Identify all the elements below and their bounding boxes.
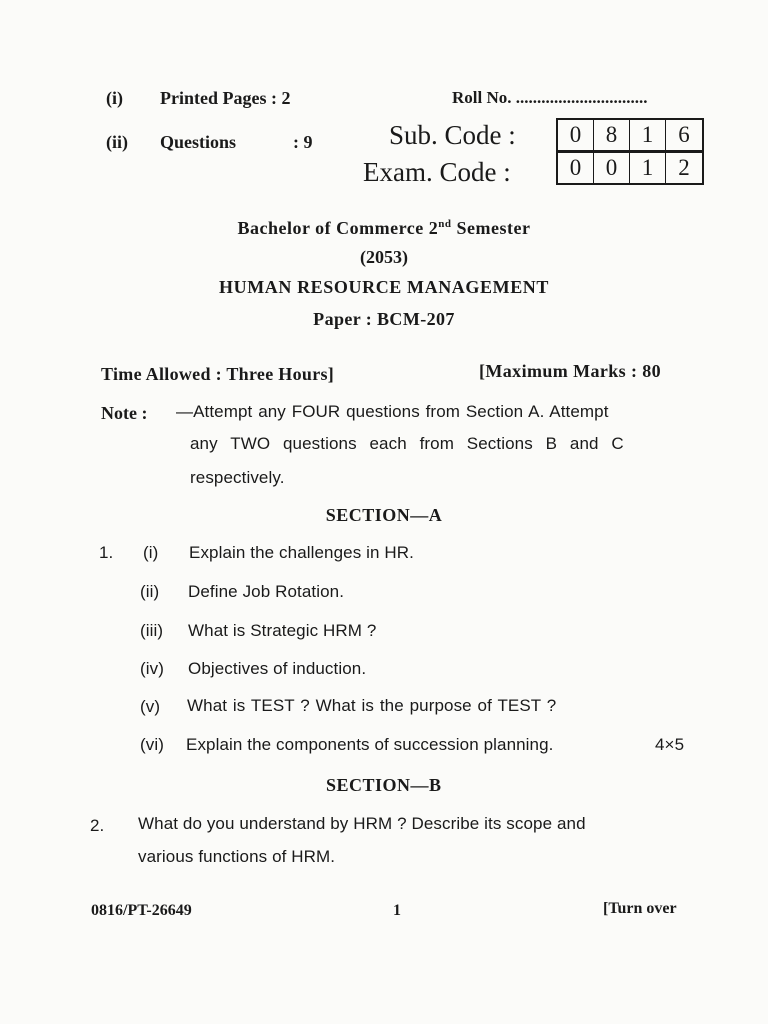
exam-code-label: Exam. Code :: [363, 157, 511, 187]
question-2-number: 2.: [90, 816, 105, 835]
exam-code-boxes: [556, 151, 704, 185]
questions-label: Questions: [160, 132, 237, 152]
question-1-marks: 4×5: [655, 735, 685, 754]
course-title: [0, 218, 768, 239]
question-1-item-number: (i): [143, 543, 159, 562]
course-title-suffix: nd: [438, 218, 452, 230]
paper-code: Paper : BCM-207: [313, 309, 455, 329]
exam-code-digit: 0: [594, 153, 630, 183]
sub-code-digit: 1: [630, 120, 666, 150]
questions-value: : 9: [293, 132, 313, 152]
question-2-line-2: various functions of HRM.: [138, 847, 336, 866]
question-2-line-1: What do you understand by HRM ? Describe its scope and: [138, 814, 586, 833]
sub-code-label: Sub. Code :: [389, 120, 516, 150]
exam-code-digit: 1: [630, 153, 666, 183]
subject-title: HUMAN RESOURCE MANAGEMENT: [219, 277, 549, 297]
maximum-marks: [Maximum Marks : 80: [479, 361, 662, 381]
printed-pages-number: (i): [106, 88, 123, 108]
note-line-3: respectively.: [190, 468, 285, 487]
question-1-item-text: Explain the components of succession planning.: [186, 735, 554, 754]
exam-code-digit: 0: [558, 153, 594, 183]
note-line-1: —Attempt any FOUR questions from Section A. Attempt: [176, 402, 609, 421]
roll-number-field: Roll No. ...............................: [452, 88, 648, 107]
course-title-main: Bachelor of Commerce 2: [237, 218, 439, 238]
exam-year: (2053): [360, 247, 408, 267]
question-1-item-number: (iv): [140, 659, 164, 678]
sub-code-boxes: [556, 118, 704, 152]
exam-code-digit: 2: [678, 155, 690, 180]
question-1-item-text: Define Job Rotation.: [188, 582, 345, 601]
question-1-item-text: Explain the challenges in HR.: [189, 543, 414, 562]
question-1-item-number: (ii): [140, 582, 160, 601]
printed-pages-label: Printed Pages : 2: [160, 88, 291, 108]
questions-number: (ii): [106, 132, 128, 152]
question-1-item-text: What is TEST ? What is the purpose of TEST ?: [187, 696, 557, 715]
sub-code-digit: 8: [594, 120, 630, 150]
question-1-item-text: What is Strategic HRM ?: [188, 621, 377, 640]
note-label: Note :: [101, 403, 148, 423]
section-b-heading: SECTION—B: [326, 775, 442, 795]
question-1-number: 1.: [99, 543, 114, 562]
question-1-item-number: (iii): [140, 621, 164, 640]
time-allowed: Time Allowed : Three Hours]: [101, 364, 335, 384]
question-1-item-number: (v): [140, 697, 161, 716]
paper-reference-code: 0816/PT-26649: [91, 902, 192, 919]
section-a-heading: SECTION—A: [325, 505, 443, 525]
note-line-2: any TWO questions each from Sections B and C: [190, 434, 624, 453]
page-number: 1: [393, 902, 401, 919]
course-title-tail: Semester: [451, 218, 531, 238]
turn-over-note: [Turn over: [603, 900, 677, 917]
question-1-item-number: (vi): [140, 735, 164, 754]
question-1-item-text: Objectives of induction.: [188, 659, 367, 678]
sub-code-digit: 0: [558, 120, 594, 150]
sub-code-digit: 6: [678, 122, 690, 147]
